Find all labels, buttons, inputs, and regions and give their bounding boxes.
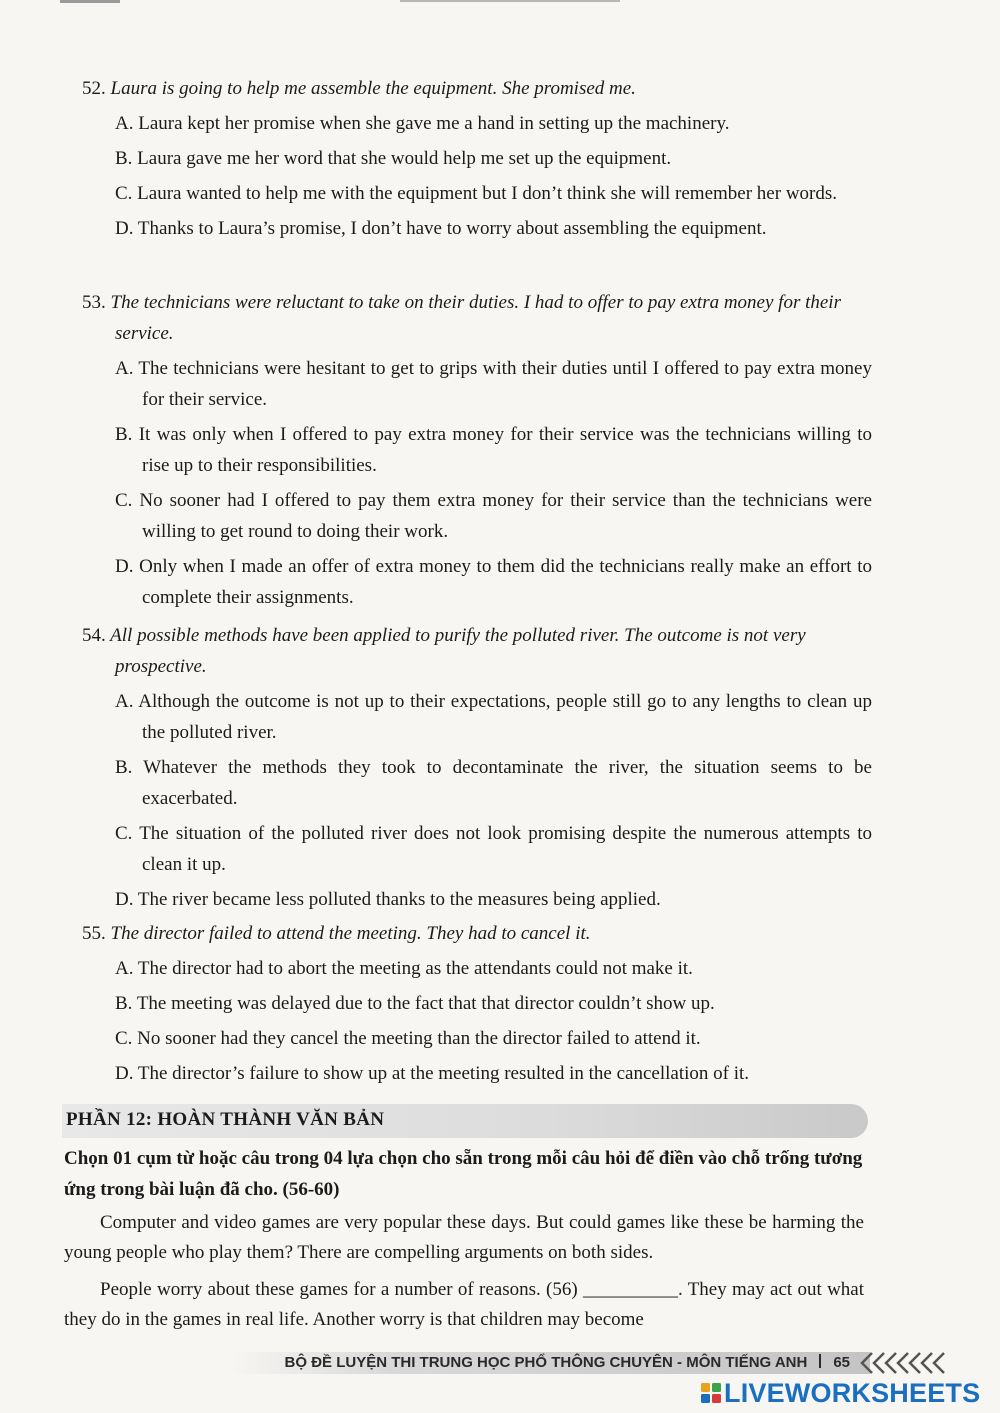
option-c: C. The situation of the polluted river does not look promising despite the numerous attempts to clean it up. (115, 823, 872, 875)
question-52 (82, 73, 872, 244)
question-text: All possible methods have been applied to purify the polluted river. The outcome is not very prospective. (110, 625, 806, 677)
page-number: 65 (833, 1354, 850, 1371)
question-text: Laura is going to help me assemble the equipment. She promised me. (110, 78, 636, 99)
question-number: 52. (82, 78, 106, 99)
liveworksheets-logo-icon (700, 1382, 722, 1404)
option-b: B. It was only when I offered to pay extra money for their service was the technicians willing to rise up to their responsibilities. (115, 424, 872, 476)
option-c: C. No sooner had I offered to pay them extra money for their service than the technicians were willing to get round to doing their work. (115, 490, 872, 542)
passage-paragraph: Computer and video games are very popular these days. But could games like these be harming the young people who play them? There are compelling arguments on both sides. (64, 1212, 864, 1263)
question-text: The director failed to attend the meeting. They had to cancel it. (110, 923, 591, 944)
option-b: B. Whatever the methods they took to decontaminate the river, the situation seems to be exacerbated. (115, 757, 872, 809)
option-d: D. Thanks to Laura’s promise, I don’t have to worry about assembling the equipment. (115, 218, 767, 239)
option-b: B. Laura gave me her word that she would help me set up the equipment. (115, 148, 672, 169)
question-number: 54. (82, 625, 106, 646)
section-title: PHẦN 12: HOÀN THÀNH VĂN BẢN (66, 1109, 385, 1130)
option-d: D. Only when I made an offer of extra money to them did the technicians really make an effort to complete their assignments. (115, 556, 872, 608)
liveworksheets-watermark (700, 1377, 980, 1409)
question-54 (82, 620, 872, 915)
option-a: A. The technicians were hesitant to get to grips with their duties until I offered to pay extra money for their service. (115, 358, 872, 410)
option-c: C. No sooner had they cancel the meeting than the director failed to attend it. (115, 1028, 701, 1049)
question-stem (82, 620, 872, 682)
option-a: A. The director had to abort the meeting as the attendants could not make it. (115, 958, 693, 979)
section-header-bar (62, 1104, 868, 1138)
option-b: B. The meeting was delayed due to the fact that that director couldn’t show up. (115, 993, 715, 1014)
liveworksheets-brand: LIVEWORKSHEETS (724, 1377, 981, 1408)
top-scan-line (400, 0, 620, 2)
question-number: 55. (82, 923, 106, 944)
option-a: A. Laura kept her promise when she gave me a hand in setting up the machinery. (115, 113, 730, 134)
question-stem (82, 73, 872, 104)
question-stem (82, 918, 872, 949)
question-55 (82, 918, 872, 1089)
question-text: The technicians were reluctant to take on their duties. I had to offer to pay extra money for their service. (110, 292, 841, 344)
question-stem (82, 287, 872, 349)
question-53 (82, 287, 872, 613)
question-number: 53. (82, 292, 106, 313)
footer-separator (819, 1354, 821, 1368)
section-instruction: Chọn 01 cụm từ hoặc câu trong 04 lựa chọn cho sẵn trong mỗi câu hỏi để điền vào chỗ trống tương ứng trong bài luận đã cho. (56-60) (64, 1148, 863, 1200)
page-footer (0, 1350, 1000, 1376)
option-a: A. Although the outcome is not up to their expectations, people still go to any lengths to clean up the polluted river. (115, 691, 872, 743)
option-d: D. The director’s failure to show up at the meeting resulted in the cancellation of it. (115, 1063, 750, 1084)
footer-book-title: BỘ ĐỀ LUYỆN THI TRUNG HỌC PHỔ THÔNG CHUYÊN - MÔN TIẾNG ANH (284, 1354, 808, 1371)
top-scan-line (60, 0, 120, 3)
option-c: C. Laura wanted to help me with the equipment but I don’t think she will remember her words. (115, 183, 838, 204)
footer-text (285, 1354, 850, 1371)
chevrons-decoration-icon (858, 1350, 948, 1376)
option-d: D. The river became less polluted thanks to the measures being applied. (115, 889, 661, 910)
passage-paragraph: People worry about these games for a number of reasons. (56) __________. They may act out what they do in the games in real life. Another worry is that children may become (64, 1279, 864, 1330)
